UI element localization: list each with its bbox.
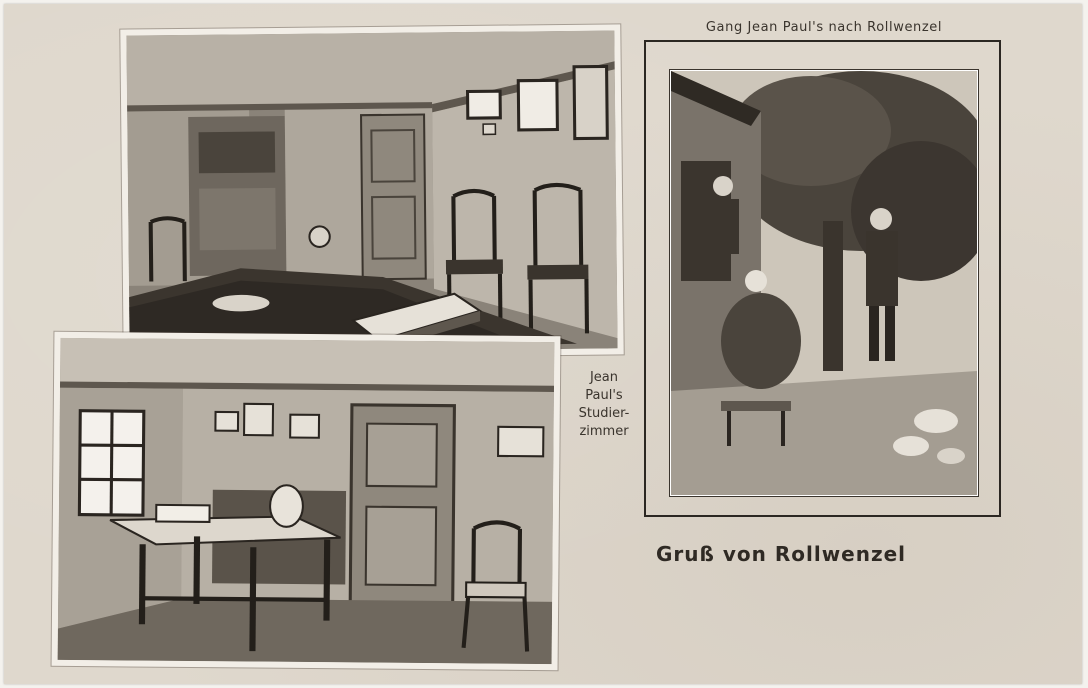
postcard (4, 4, 1082, 684)
side-caption-line-2: Paul's (585, 388, 623, 403)
photo-study-room-bottom (52, 332, 561, 670)
side-caption-line-4: zimmer (579, 424, 629, 439)
illustration-jean-paul-walk (670, 70, 978, 496)
side-caption-line-1: Jean (589, 370, 619, 385)
study-room-bottom-image (58, 338, 555, 664)
illustration-image (671, 71, 977, 495)
greeting-title: Gruß von Rollwenzel (656, 542, 907, 566)
study-room-top-image (126, 30, 617, 353)
side-caption (564, 369, 644, 441)
side-caption-line-3: Studier- (578, 406, 630, 421)
photo-study-room-top (120, 24, 623, 359)
top-caption: Gang Jean Paul's nach Rollwenzel (705, 20, 943, 35)
